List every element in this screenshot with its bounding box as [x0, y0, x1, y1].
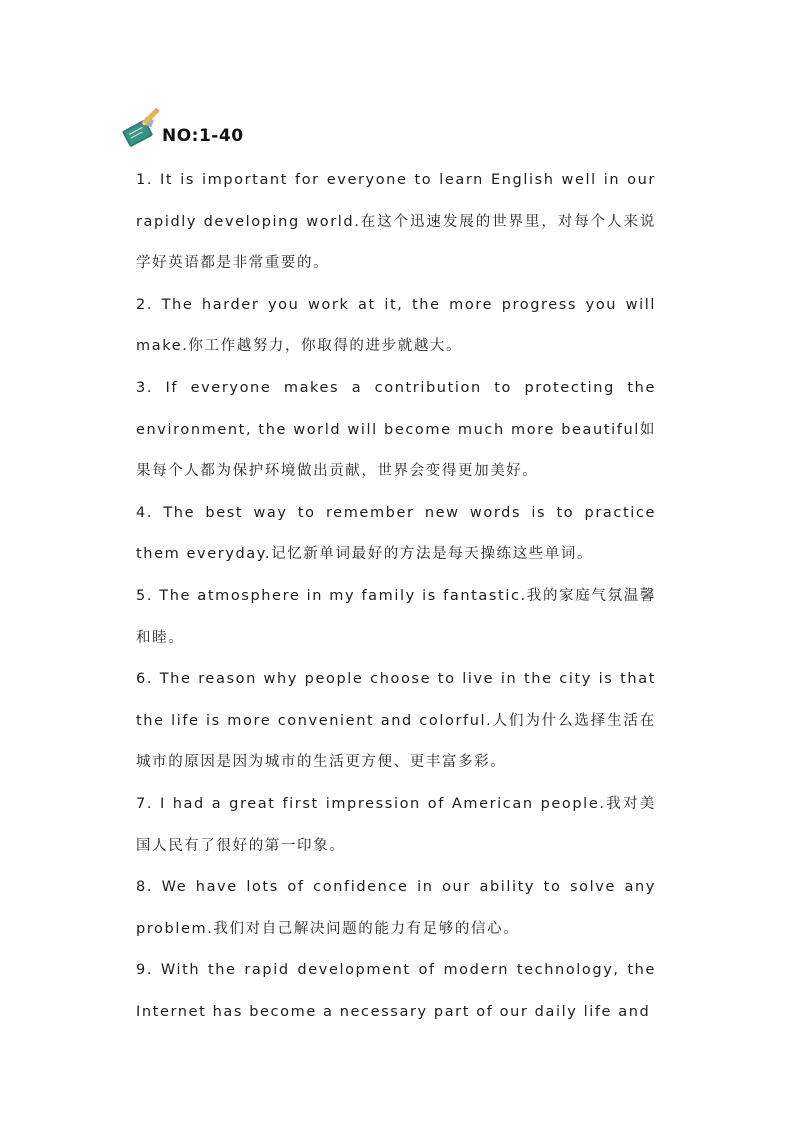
section-heading [120, 100, 244, 148]
sentence-item-5: 5. The atmosphere in my family is fantastic.我的家庭气氛温馨和睦。 [136, 587, 656, 646]
notebook-pencil-icon [120, 104, 164, 148]
sentence-item-6: 6. The reason why people choose to live in the city is that the life is more convenient and colorful.人们为什么选择生活在城市的原因是因为城市的生活更方便、更丰富多彩。 [136, 671, 656, 771]
sentence-item-4: 4. The best way to remember new words is to practice them everyday.记忆新单词最好的方法是每天操练这些单词。 [136, 504, 656, 563]
sentence-list [136, 160, 656, 1033]
page-title: NO:1-40 [162, 126, 244, 146]
sentence-item-8: 8. We have lots of confidence in our ability to solve any problem.我们对自己解决问题的能力有足够的信心。 [136, 879, 656, 937]
sentence-item-3: 3. If everyone makes a contribution to protecting the environment, the world will become much more beautiful如果每个人都为保护环境做出贡献，世界会变得更加美好。 [136, 379, 656, 480]
sentence-item-2: 2. The harder you work at it, the more progress you will make.你工作越努力，你取得的进步就越大。 [136, 296, 656, 355]
sentence-item-1: 1. It is important for everyone to learn English well in our rapidly developing world.在这个迅速发展的世界里，对每个人来说学好英语都是非常重要的。 [136, 172, 656, 272]
sentence-item-9: 9. With the rapid development of modern technology, the Internet has become a necessary part of our daily life and [136, 962, 656, 1020]
sentence-item-7: 7. I had a great first impression of American people.我对美国人民有了很好的第一印象。 [136, 795, 656, 854]
